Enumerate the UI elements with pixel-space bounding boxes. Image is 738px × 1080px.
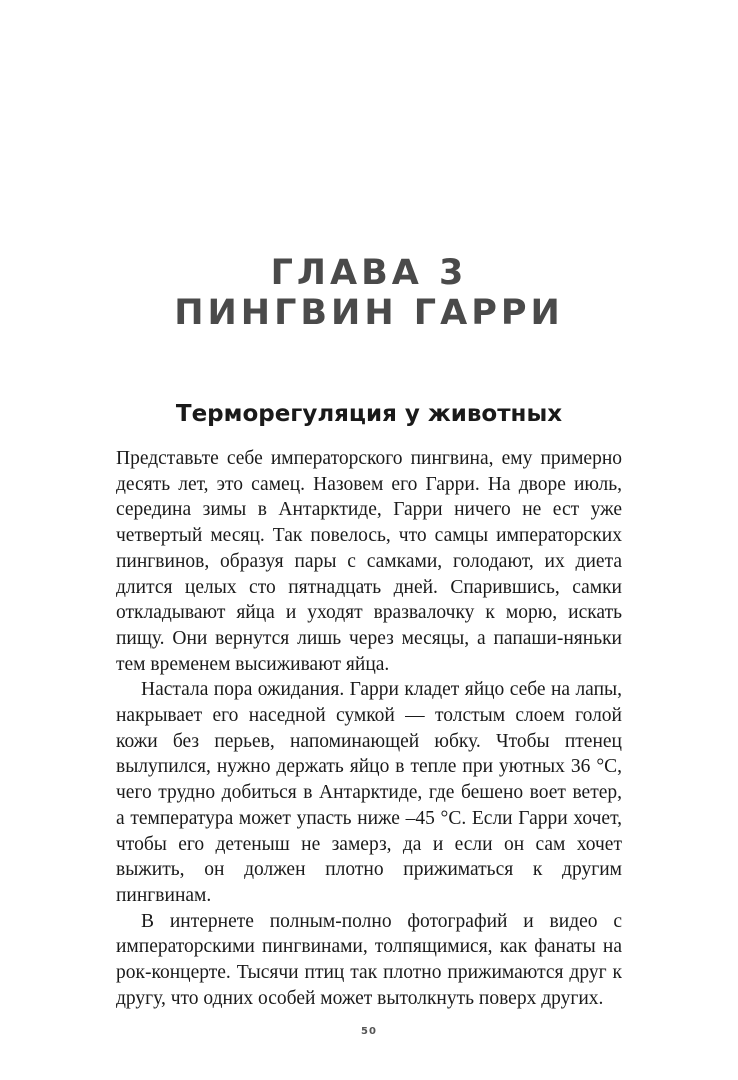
paragraph-1: Представьте себе императорского пингвина, ему примерно десять лет, это самец. Назовем его Гарри. На дворе июль, середина зимы в Антарктиде, Гарри ничего не ест уже четвертый месяц. Так повелось, что самцы императорских пингвинов, образуя пары с самками, голодают, их диета длится целых сто пятнадцать дней. Спарившись, самки откладывают яйца и уходят вразвалочку к морю, искать пищу. Они вернутся лишь через месяцы, а папаши-няньки тем временем высиживают яйца.: [116, 448, 622, 675]
paragraph-2: Настала пора ожидания. Гарри кладет яйцо себе на лапы, накрывает его наседной сумкой — толстым слоем голой кожи без перьев, напоминающей юбку. Чтобы птенец вылупился, нужно держать яйцо в тепле при уютных 36 °C, чего трудно добиться в Антарктиде, где бешено воет ветер, а температура может упасть ниже –45 °C. Если Гарри хочет, чтобы его детеныш не замерз, да и если он сам хочет выжить, он должен плотно прижиматься к другим пингвинам.: [116, 679, 622, 906]
paragraph-3: В интернете полным-полно фотографий и видео с императорскими пингвинами, толпящимися, как фанаты на рок-концерте. Тысячи птиц так плотно прижимаются друг к другу, что одних особей может вытолкнуть поверх других.: [116, 910, 622, 1009]
section-heading: Терморегуляция у животных: [175, 401, 563, 427]
body-text: [116, 446, 622, 1011]
chapter-title: ПИНГВИН ГАРРИ: [174, 293, 564, 333]
page-number: 50: [361, 1026, 377, 1037]
chapter-number: ГЛАВА 3: [270, 253, 468, 293]
